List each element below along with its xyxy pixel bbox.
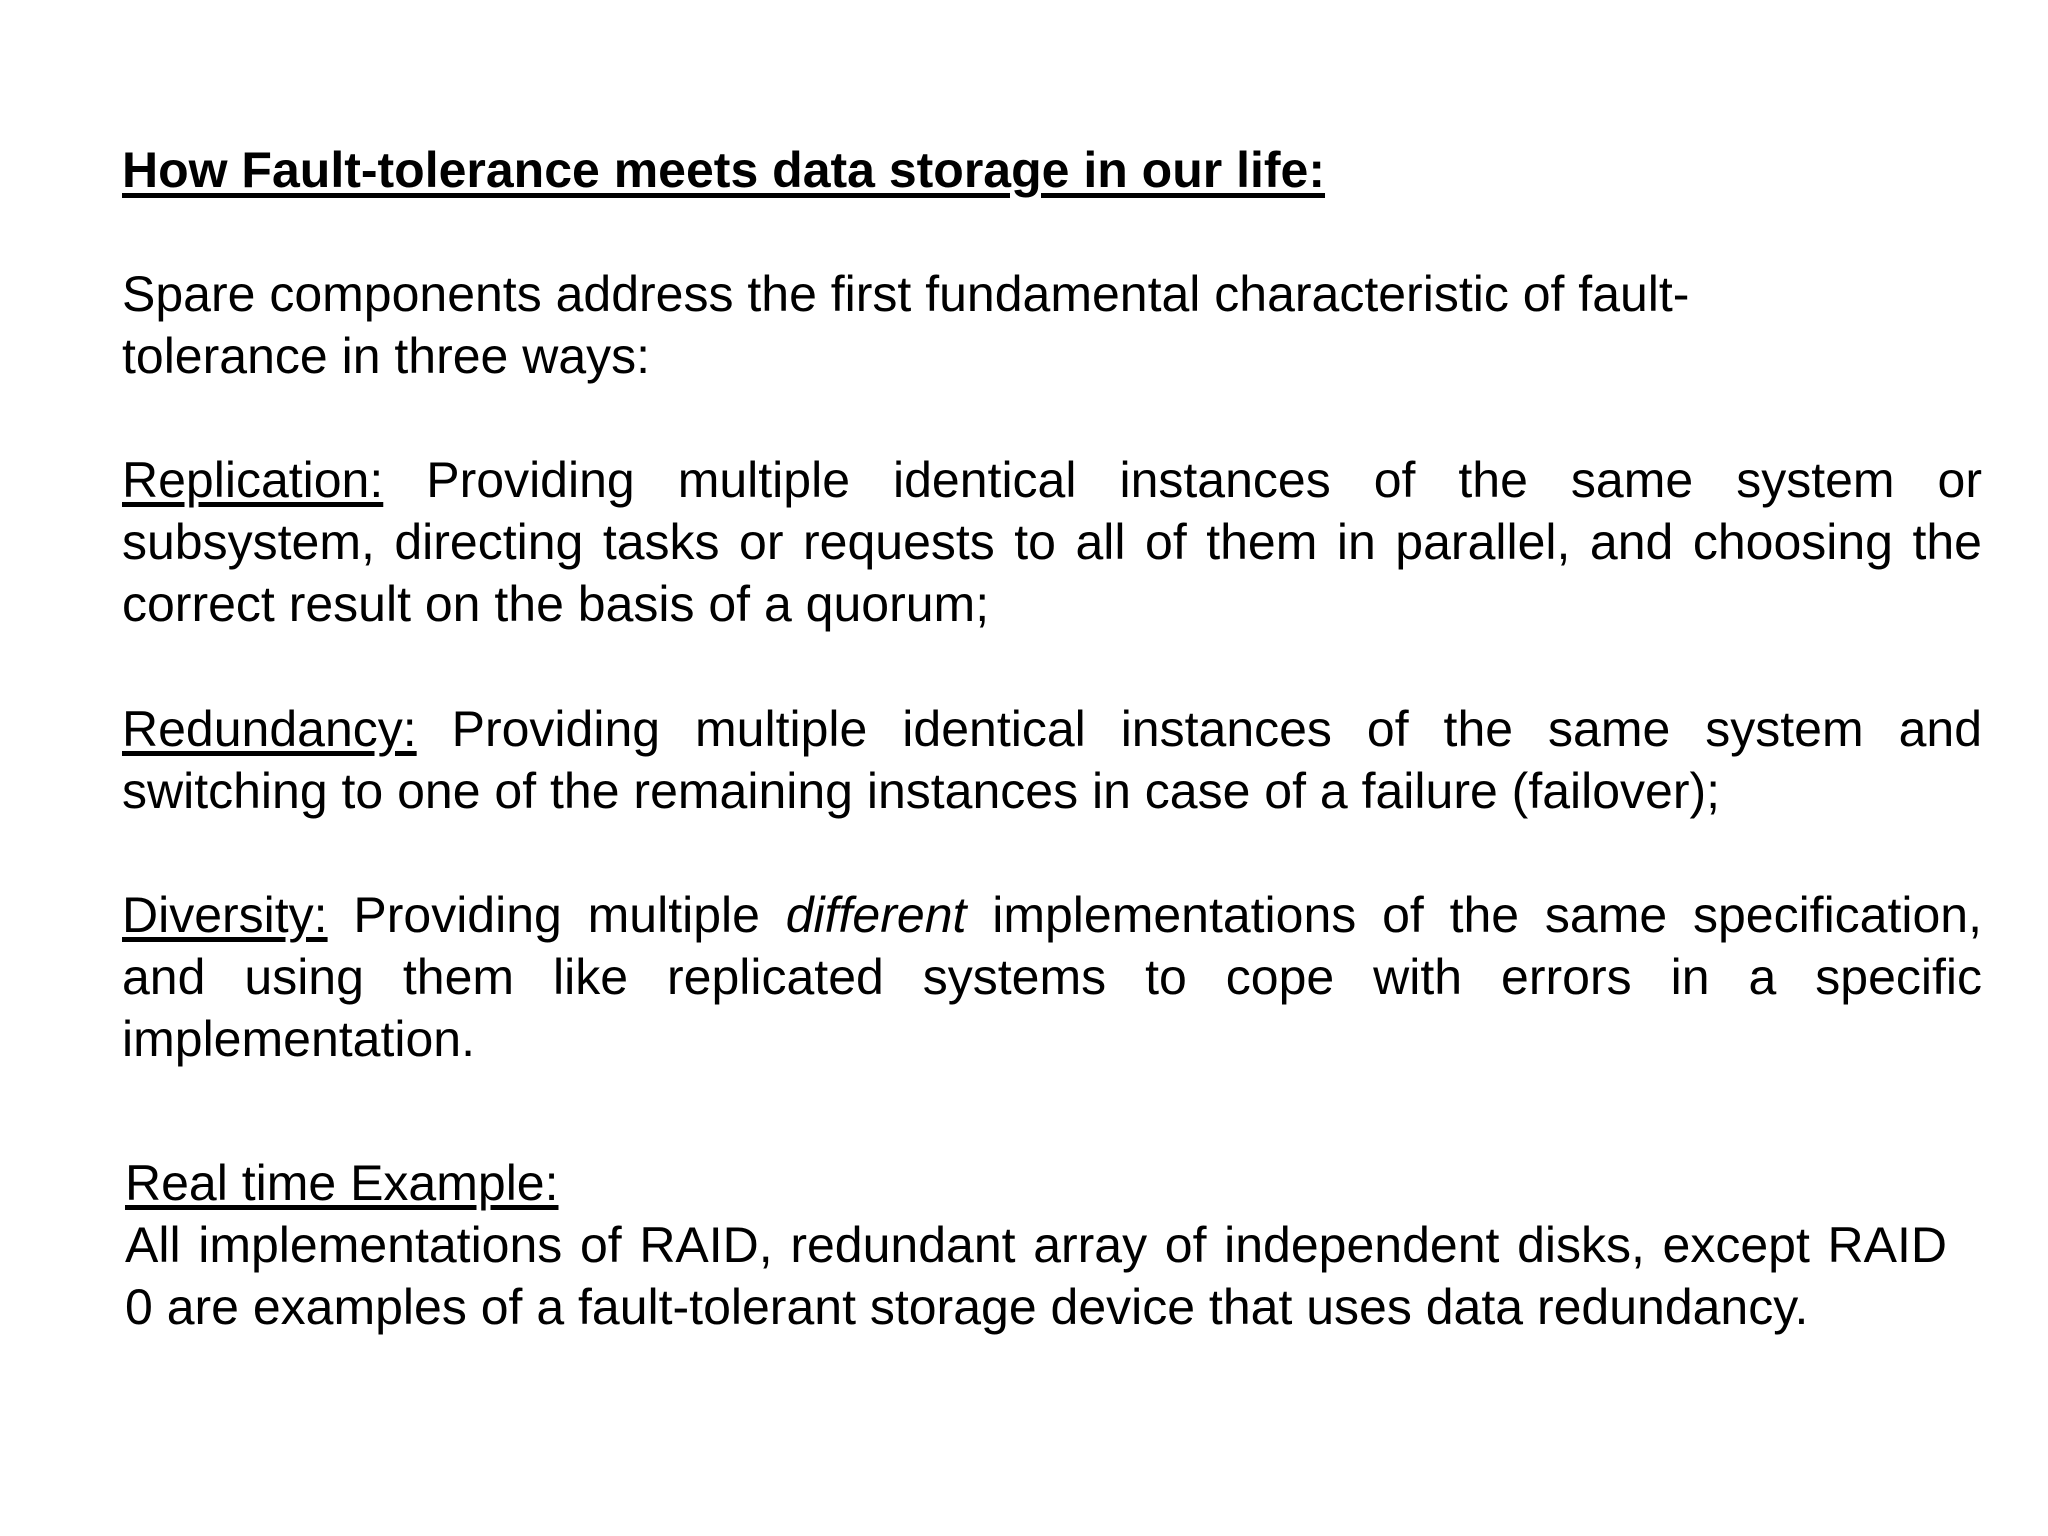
- slide-heading: How Fault-tolerance meets data storage in our life:: [122, 142, 1326, 198]
- intro-line-2: tolerance in three ways:: [122, 328, 651, 384]
- intro-paragraph: [122, 263, 1742, 387]
- redundancy-text: Providing multiple identical instances of the same system and switching to one of the remaining instances in case of a failure (failover);: [122, 701, 1982, 819]
- intro-line-1: Spare components address the first fundamental characteristic of fault-: [122, 266, 1690, 322]
- diversity-paragraph: [122, 884, 1982, 1070]
- replication-paragraph: [122, 449, 1982, 635]
- diversity-emphasis: different: [785, 887, 967, 943]
- diversity-term: Diversity:: [122, 887, 328, 943]
- redundancy-term: Redundancy:: [122, 701, 417, 757]
- redundancy-paragraph: [122, 698, 1982, 822]
- replication-term: Replication:: [122, 452, 384, 508]
- diversity-text-before: Providing multiple: [327, 887, 786, 943]
- example-title: Real time Example:: [125, 1155, 559, 1211]
- diversity-text-after: implementations of the same specification, and using them like replicated systems to cope with errors in a specific implementation.: [122, 887, 1982, 1067]
- example-text: All implementations of RAID, redundant array of independent disks, except RAID 0 are examples of a fault-tolerant storage device that uses data redundancy.: [125, 1217, 1947, 1335]
- replication-text: Providing multiple identical instances of the same system or subsystem, directing tasks or requests to all of them in parallel, and choosing the correct result on the basis of a quorum;: [122, 452, 1982, 632]
